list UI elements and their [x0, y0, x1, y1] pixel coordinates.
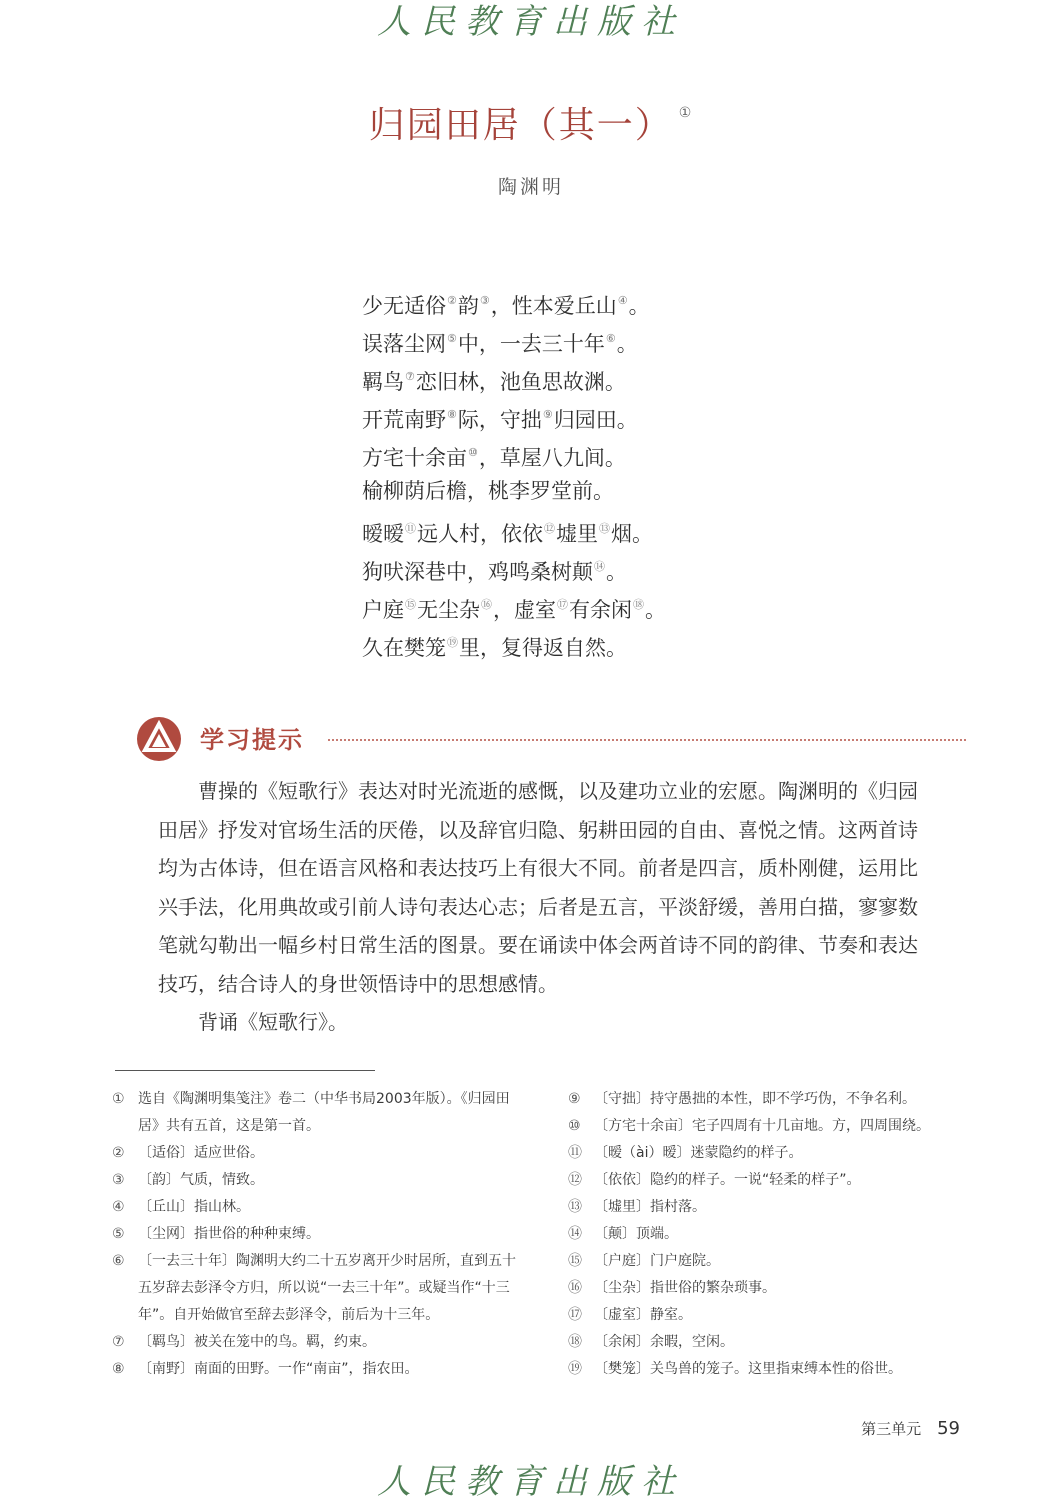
footnote-item [112, 1167, 522, 1194]
footnote-mark: ⑥ [605, 332, 616, 345]
footnote-mark: ⑯ [481, 598, 492, 611]
footnote-mark: ⑪ [405, 522, 416, 535]
poem-text: 。 [628, 294, 650, 318]
publisher-logo-top: 人民教育出版社 [377, 2, 685, 42]
footnote-text: 〔羁鸟〕被关在笼中的鸟。羁，约束。 [138, 1334, 376, 1350]
poem-text: 归园田。 [553, 408, 638, 432]
poem-text: 榆柳荫后檐，桃李罗堂前。 [362, 479, 614, 503]
footnote-number: ⑨ [568, 1091, 581, 1107]
poem-text: 中，一去三十年 [457, 332, 605, 356]
footnotes-right-column [568, 1086, 988, 1383]
footnote-number: ⑦ [112, 1334, 125, 1350]
footnote-mark: ⑰ [557, 598, 568, 611]
poem-body [362, 282, 862, 662]
footnote-item [568, 1086, 988, 1113]
poem-line [362, 282, 862, 320]
poem-author: 陶渊明 [497, 176, 564, 198]
footnote-text: 〔守拙〕持守愚拙的本性，即不学巧伪，不争名利。 [594, 1091, 916, 1107]
poem-line [362, 396, 862, 434]
footnote-item [568, 1140, 988, 1167]
footnote-item [112, 1356, 522, 1383]
poem-text: 狗吠深巷中，鸡鸣桑树颠 [362, 560, 593, 584]
page-footer [861, 1418, 960, 1439]
footnote-mark: ⑱ [633, 598, 644, 611]
footnote-item [568, 1113, 988, 1140]
footnote-text: 〔依依〕隐约的样子。一说“轻柔的样子”。 [594, 1172, 861, 1188]
footnotes-left-column [112, 1086, 522, 1383]
footnote-text: 选自《陶渊明集笺注》卷二（中华书局2003年版）。《归园田居》共有五首，这是第一首。 [138, 1091, 510, 1134]
tips-paragraph: 背诵《短歌行》。 [198, 1010, 348, 1034]
footnote-number: ③ [112, 1172, 125, 1188]
footnote-number: ⑪ [568, 1145, 582, 1161]
footnote-text: 〔樊笼〕关鸟兽的笼子。这里指束缚本性的俗世。 [594, 1361, 902, 1377]
footnote-item [112, 1086, 522, 1140]
footnote-mark: ⑨ [542, 408, 553, 421]
footnote-item [568, 1248, 988, 1275]
footnote-number: ⑧ [112, 1361, 125, 1377]
poem-text: 无尘杂 [417, 598, 480, 622]
footnote-number: ① [112, 1091, 125, 1107]
poem-line [362, 320, 862, 358]
study-tips-title: 学习提示 [200, 726, 304, 754]
poem-text: 墟里 [556, 522, 598, 546]
footnote-mark: ⑧ [447, 408, 457, 421]
poem-text: 少无适俗 [362, 294, 446, 318]
page-number: 59 [937, 1418, 960, 1439]
poem-text: 暧暧 [362, 522, 404, 546]
footnote-mark: ⑭ [594, 560, 605, 573]
poem-text: 久在樊笼 [362, 636, 446, 660]
footnote-number: ② [112, 1145, 125, 1161]
poem-line [362, 434, 862, 472]
footnote-number: ⑱ [568, 1334, 582, 1350]
footnote-text: 〔丘山〕指山林。 [138, 1199, 250, 1215]
footnote-mark: ④ [617, 294, 628, 307]
poem-text: 韵 [457, 294, 479, 318]
poem-title-text: 归园田居（其一） [368, 105, 673, 146]
footnote-item [112, 1194, 522, 1221]
poem-text: 户庭 [362, 598, 404, 622]
footnote-item [112, 1248, 522, 1329]
footnote-text: 〔颠〕顶端。 [594, 1226, 678, 1242]
footnote-item [112, 1329, 522, 1356]
footnote-rule [115, 1070, 375, 1071]
poem-text: 。 [616, 332, 638, 356]
footnote-text: 〔南野〕南面的田野。一作“南亩”，指农田。 [138, 1361, 419, 1377]
footnote-item [568, 1302, 988, 1329]
poem-line [362, 548, 862, 586]
poem-text: ，性本爱丘山 [490, 294, 617, 318]
footnote-item [568, 1221, 988, 1248]
footnote-text: 〔方宅十余亩〕宅子四周有十几亩地。方，四周围绕。 [594, 1118, 930, 1134]
footnote-mark: ⑫ [544, 522, 555, 535]
poem-title [0, 88, 1062, 151]
footnote-number: ⑰ [568, 1307, 582, 1323]
unit-label: 第三单元 [861, 1420, 922, 1438]
footnote-item [568, 1356, 988, 1383]
footnote-number: ⑫ [568, 1172, 582, 1188]
footnote-number: ⑲ [568, 1361, 582, 1377]
footnote-mark: ⑤ [447, 332, 457, 345]
footnote-text: 〔暧（ài）暧〕迷蒙隐约的样子。 [594, 1145, 803, 1161]
poem-text: ，草屋八九间。 [478, 446, 626, 470]
footnote-number: ⑭ [568, 1226, 582, 1242]
footnote-number: ⑮ [568, 1253, 582, 1269]
study-tips-header [136, 714, 966, 764]
footnote-number: ⑥ [112, 1253, 125, 1269]
footnote-mark: ⑦ [405, 370, 415, 383]
footnote-mark: ⑲ [447, 636, 458, 649]
footnote-number: ⑬ [568, 1199, 582, 1215]
footnote-mark: ⑬ [599, 522, 610, 535]
footnote-item [568, 1275, 988, 1302]
footnote-item [112, 1140, 522, 1167]
footnote-text: 〔虚室〕静室。 [594, 1307, 692, 1323]
poem-text: 。 [606, 560, 627, 584]
poem-text: 恋旧林，池鱼思故渊。 [415, 370, 626, 394]
poem-line [362, 510, 862, 548]
title-footnote-mark: ① [678, 105, 694, 121]
footnote-item [568, 1329, 988, 1356]
footnote-text: 〔一去三十年〕陶渊明大约二十五岁离开少时居所，直到五十五岁辞去彭泽令方归，所以说“一去三十年”。或疑当作“十三年”。自开始做官至辞去彭泽令，前后为十三年。 [138, 1253, 516, 1323]
study-tips-body [158, 772, 918, 1042]
poem-text: 里，复得返自然。 [459, 636, 627, 660]
poem-line [362, 472, 862, 510]
footnote-number: ⑩ [568, 1118, 581, 1134]
poem-text: 开荒南野 [362, 408, 446, 432]
study-tips-icon [136, 716, 182, 762]
footnote-number: ⑤ [112, 1226, 125, 1242]
footnote-item [568, 1194, 988, 1221]
poem-text: 有余闲 [569, 598, 632, 622]
poem-text: 际，守拙 [457, 408, 542, 432]
footnote-number: ⑯ [568, 1280, 582, 1296]
footnote-text: 〔墟里〕指村落。 [594, 1199, 706, 1215]
publisher-logo-bottom: 人民教育出版社 [377, 1462, 685, 1502]
footnote-text: 〔余闲〕余暇，空闲。 [594, 1334, 734, 1350]
footnote-mark: ② [447, 294, 457, 307]
poem-line [362, 586, 862, 624]
poem-text: 远人村，依依 [417, 522, 543, 546]
footnote-text: 〔韵〕气质，情致。 [138, 1172, 264, 1188]
footnote-mark: ⑮ [405, 598, 416, 611]
footnote-text: 〔户庭〕门户庭院。 [594, 1253, 720, 1269]
dotted-divider [328, 739, 966, 741]
poem-text: 。 [645, 598, 666, 622]
poem-text: 误落尘网 [362, 332, 446, 356]
poem-text: ，虚室 [493, 598, 556, 622]
poem-line [362, 358, 862, 396]
poem-text: 烟。 [611, 522, 653, 546]
poem-text: 方宅十余亩 [362, 446, 467, 470]
footnote-mark: ③ [479, 294, 490, 307]
footnote-text: 〔尘网〕指世俗的种种束缚。 [138, 1226, 320, 1242]
footnote-item [112, 1221, 522, 1248]
poem-text: 羁鸟 [362, 370, 404, 394]
footnote-text: 〔尘杂〕指世俗的繁杂琐事。 [594, 1280, 776, 1296]
footnote-mark: ⑩ [468, 446, 478, 459]
poem-line [362, 624, 862, 662]
footnote-text: 〔适俗〕适应世俗。 [138, 1145, 264, 1161]
footnote-number: ④ [112, 1199, 125, 1215]
footnote-item [568, 1167, 988, 1194]
tips-paragraph: 曹操的《短歌行》表达对时光流逝的感慨，以及建功立业的宏愿。陶渊明的《归园田居》抒发对官场生活的厌倦，以及辞官归隐、躬耕田园的自由、喜悦之情。这两首诗均为古体诗，但在语言风格和表达技巧上有很大不同。前者是四言，质朴刚健，运用比兴手法，化用典故或引前人诗句表达心志；后者是五言，平淡舒缓，善用白描，寥寥数笔就勾勒出一幅乡村日常生活的图景。要在诵读中体会两首诗不同的韵律、节奏和表达技巧，结合诗人的身世领悟诗中的思想感情。 [158, 779, 918, 996]
